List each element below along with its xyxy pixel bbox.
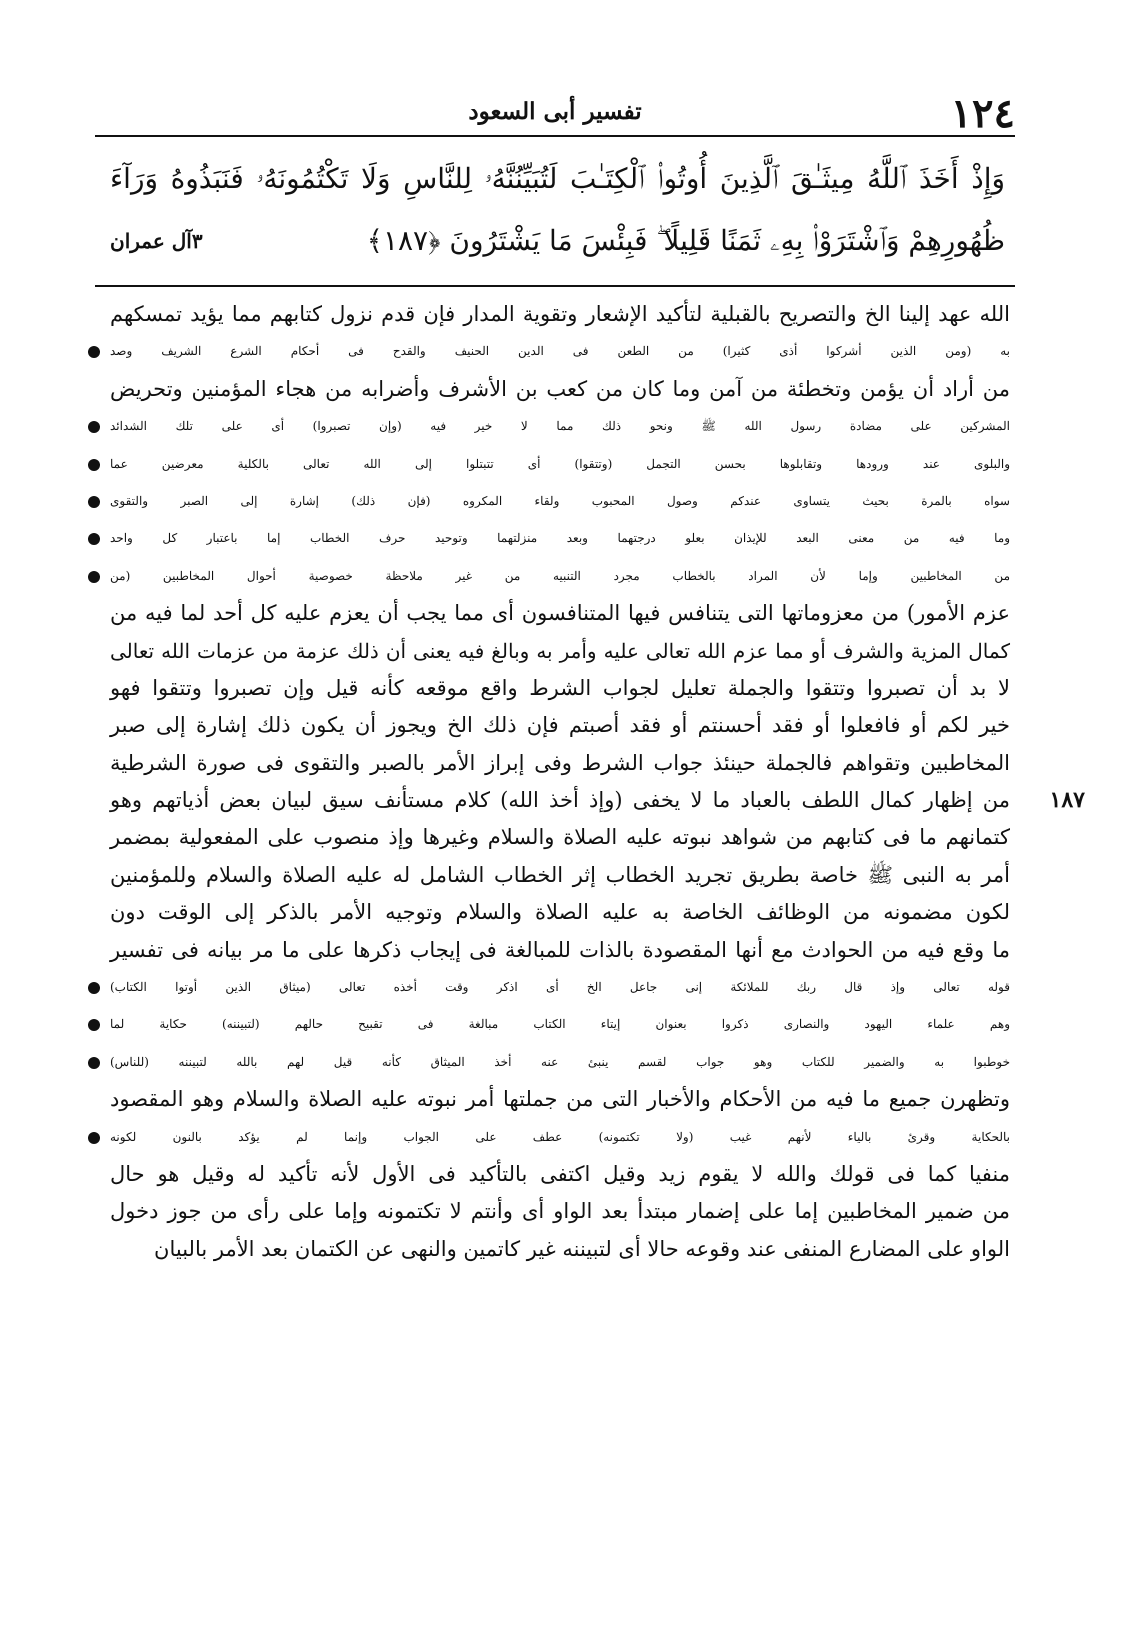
commentary-text xyxy=(110,296,1085,1268)
commentary-line: منفيا كما فى قولك والله لا يقوم زيد وقيل اكتفى بالتأكيد فى الأول لأنه تأكيد له وقيل هو حال xyxy=(110,1161,1010,1186)
commentary-line: عزم الأمور) من معزوماتها التى يتنافس فيها المتنافسون أى مما يجب أن يعزم عليه كل أحد لما فيه من xyxy=(110,601,1010,626)
commentary-line xyxy=(110,520,1010,557)
commentary-line xyxy=(110,1119,1010,1156)
commentary-line xyxy=(110,1006,1010,1043)
header-rule xyxy=(95,135,1015,137)
commentary-line xyxy=(110,446,1010,483)
bullet-icon xyxy=(88,496,100,508)
running-title: تفسير أبى السعود xyxy=(468,98,642,125)
commentary-line-text: بالحكاية وقرئ بالياء لأنهم غيب (ولا تكتمونه) عطف على الجواب وإنما لم يؤكد بالنون لكونه xyxy=(110,1129,1010,1144)
verse-line-2-text: ظُهُورِهِمْ وَٱشْتَرَوْا۟ بِهِۦ ثَمَنًا قَلِيلًا ۖ فَبِئْسَ مَا يَشْتَرُونَ ﴿١٨٧﴾ xyxy=(366,224,1005,257)
commentary-line: من ضمير المخاطبين إما على إضمار مبتدأ بعد الواو أى وأنتم لا تكتمونه وإما على رأى من جوز دخول xyxy=(110,1199,1010,1224)
bullet-icon xyxy=(88,1132,100,1144)
verse-marker-number: ١٨٧ xyxy=(1049,787,1085,814)
bullet-icon xyxy=(88,571,100,583)
commentary-line: خير لكم أو فافعلوا أو فقد أحسنتم أو فقد أصبتم فإن ذلك الخ ويجوز أن يكون ذلك إشارة إلى صبر xyxy=(110,713,1010,738)
commentary-line: الواو على المضارع المنفى عند وقوعه حالا أى لتبيننه غير كاتمين والنهى عن الكتمان بعد الأمر بالبيان xyxy=(154,1236,1010,1261)
commentary-line xyxy=(110,1044,1010,1081)
commentary-line: الله عهد إلينا الخ والتصريح بالقبلية لتأكيد الإشعار وتقوية المدار فإن قدم نزول كتابهم مما يؤيد تمسكهم xyxy=(110,302,1010,326)
bullet-icon xyxy=(88,982,100,994)
commentary-line-text: من المخاطبين وإما لأن المراد بالخطاب مجرد التنبيه من غير ملاحظة خصوصية أحوال المخاطبين (من xyxy=(110,568,1010,583)
commentary-line xyxy=(110,558,1010,595)
commentary-line xyxy=(110,408,1010,445)
commentary-line: وتظهرن جميع ما فيه من الأحكام والأخبار التى من جملتها أمر نبوته عليه الصلاة والسلام وهو المقصود xyxy=(110,1087,1010,1112)
commentary-line xyxy=(110,333,1010,370)
commentary-line: لا بد أن تصبروا وتتقوا والجملة تعليل لجواب الشرط واقع موقعه كأنه قيل وإن تصبروا وتتقوا فهو xyxy=(110,675,1010,700)
commentary-line-text: والبلوى عند ورودها وتقابلوها بحسن التجمل (وتتقوا) أى تتبتلوا إلى الله تعالى بالكلية معرضين عما xyxy=(110,456,1010,471)
commentary-line: كمال المزية والشرف أو مما عزم الله تعالى عليه وأمر به وبالغ فيه يعنى أن ذلك عزمة من عزمات الله تعالى xyxy=(110,638,1010,663)
commentary-line: أمر به النبى ﷺ خاصة بطريق تجريد الخطاب إثر الخطاب الشامل له عليه الصلاة والسلام وللمؤمنين xyxy=(110,862,1010,887)
bullet-icon xyxy=(88,346,100,358)
commentary-line: ما وقع فيه من الحوادث مع أنها المقصودة بالذات للمبالغة فى إيجاب ذكرها على ما مر بيانه فى تفسير xyxy=(110,937,1010,962)
commentary-line: من أراد أن يؤمن وتخطئة من آمن وما كان من كعب بن الأشرف وأضرابه من هجاء المؤمنين وتحريض xyxy=(110,376,1010,401)
page-number: ١٢٤ xyxy=(950,90,1015,137)
commentary-line: المخاطبين وتقواهم فالجملة حينئذ جواب الشرط وفى إبراز الأمر بالصبر والتقوى فى صورة الشرطية xyxy=(110,750,1010,775)
commentary-line-text: سواه بالمرة بحيث يتساوى عندكم وصول المحبوب ولقاء المكروه (فإن ذلك) إشارة إلى الصبر والتقوى xyxy=(110,493,1010,508)
commentary-line-text: من إظهار كمال اللطف بالعباد ما لا يخفى (وإذ أخذ الله) كلام مستأنف سيق لبيان بعض أذياتهم وهو xyxy=(110,788,1010,813)
commentary-line: لكون مضمونه من الوظائف الخاصة به عليه الصلاة والسلام وتوجيه الأمر بالذكر إلى الوقت دون xyxy=(110,900,1010,925)
commentary-line: كتمانهم ما فى كتابهم من شواهد نبوته عليه الصلاة والسلام وغيرها وإذ منصوب على المفعولية بمضمر xyxy=(110,825,1010,850)
bullet-icon xyxy=(88,1057,100,1069)
commentary-line-text: وهم علماء اليهود والنصارى ذكروا بعنوان إيتاء الكتاب مبالغة فى تقبيح حالهم (لتبيننه) حكاية لما xyxy=(110,1017,1010,1032)
commentary-line xyxy=(110,782,1085,819)
bullet-icon xyxy=(88,1019,100,1031)
quran-verse-block xyxy=(110,148,1005,272)
verse-line-2 xyxy=(110,210,1005,272)
bullet-icon xyxy=(88,459,100,471)
commentary-line-text: وما فيه من معنى البعد للإيذان بعلو درجتهما وبعد منزلتهما وتوحيد حرف الخطاب إما باعتبار كل واحد xyxy=(110,531,1010,546)
commentary-line-text: به (ومن الذين أشركوا أذى كثيرا) من الطعن فى الدين الحنيف والقدح فى أحكام الشرع الشريف وصد xyxy=(110,344,1010,359)
verse-reference: ٣آل عمران xyxy=(110,229,203,253)
commentary-line xyxy=(110,969,1010,1006)
bullet-icon xyxy=(88,533,100,545)
bullet-icon xyxy=(88,421,100,433)
page-header xyxy=(95,88,1015,137)
commentary-line-text: قوله تعالى وإذ قال ربك للملائكة إنى جاعل الخ أى اذكر وقت أخذه تعالى (ميثاق الذين أوتوا الكتاب) xyxy=(110,980,1010,995)
commentary-line xyxy=(110,483,1010,520)
commentary-line-text: المشركين على مضادة رسول الله ﷺ ونحو ذلك مما لا خير فيه (وإن تصبروا) أى على تلك الشدائد xyxy=(110,419,1010,434)
verse-line-1: وَإِذْ أَخَذَ ٱللَّهُ مِيثَـٰقَ ٱلَّذِينَ أُوتُوا۟ ٱلْكِتَـٰبَ لَتُبَيِّنُنَّهُۥ لِلنَّاسِ وَلَا تَكْتُمُونَهُۥ فَنَبَذُوهُ وَرَآءَ xyxy=(110,162,1005,195)
verse-separator-rule xyxy=(95,285,1015,287)
commentary-line-text: خوطبوا به والضمير للكتاب وهو جواب لقسم ينبئ عنه أخذ الميثاق كأنه قيل لهم بالله لتبيننه (للناس) xyxy=(110,1054,1010,1069)
